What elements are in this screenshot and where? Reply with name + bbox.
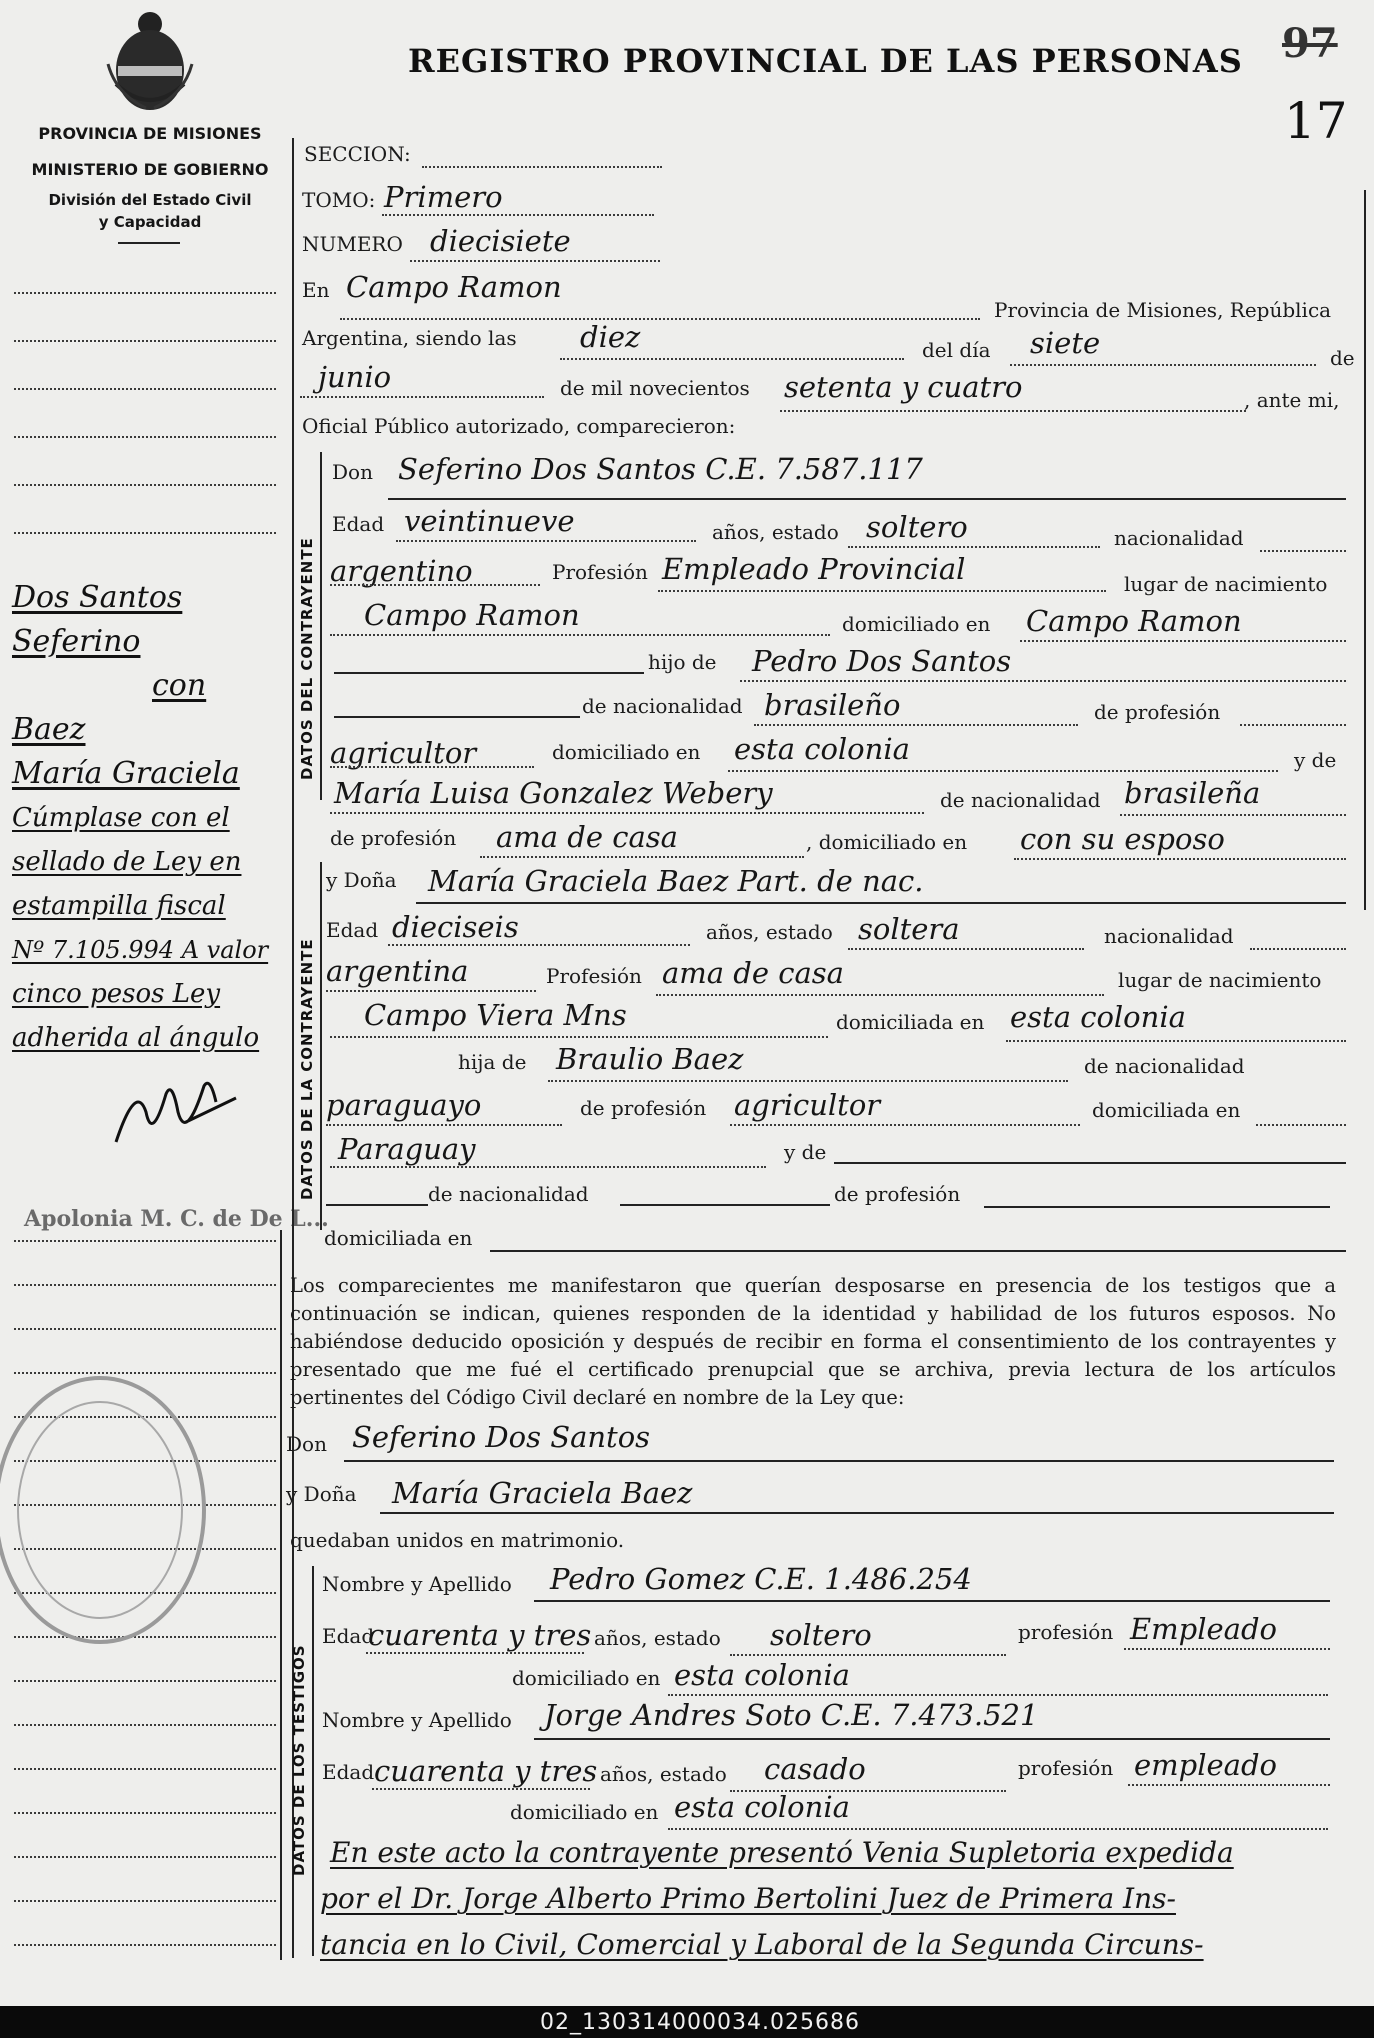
w2-name: Jorge Andres Soto C.E. 7.473.521 [544, 1698, 1039, 1732]
bride-father-dom: Paraguay [338, 1132, 476, 1166]
tomo-label: TOMO: [302, 188, 376, 212]
bride-father-prof: agricultor [734, 1088, 881, 1122]
province-label: PROVINCIA DE MISIONES [38, 124, 262, 143]
groom-profesion-label: Profesión [552, 560, 648, 584]
margin-note-line: Cúmplase con el [12, 803, 230, 833]
bride-mother-prof-label: de profesión [834, 1182, 961, 1206]
w1-dom-label: domiciliado en [512, 1666, 661, 1690]
decl-closing: quedaban unidos en matrimonio. [290, 1528, 625, 1552]
w1-dom: esta colonia [674, 1658, 850, 1692]
w2-anos-label: años, estado [600, 1762, 727, 1786]
del-dia-label: del día [922, 338, 991, 362]
margin-note-line: con [152, 668, 207, 703]
w2-dom-label: domiciliado en [510, 1800, 659, 1824]
w2-age: cuarenta y tres [374, 1754, 598, 1788]
groom-age: veintinueve [404, 504, 575, 538]
note-line-2: por el Dr. Jorge Alberto Primo Bertolini Juez de Primera Ins- [320, 1882, 1176, 1915]
bride-dona-label: y Doña [326, 868, 397, 892]
groom-anos-label: años, estado [712, 520, 839, 544]
bride-nacionalidad: argentina [326, 954, 469, 988]
en-label: En [302, 278, 330, 302]
bride-profesion: ama de casa [662, 956, 844, 990]
seccion-label: SECCION: [304, 142, 411, 166]
groom-mother-dom-label: , domiciliado en [806, 830, 968, 854]
capacidad-label: y Capacidad [98, 213, 202, 231]
bride-de-prof-label: de profesión [580, 1096, 707, 1120]
decl-bride: María Graciela Baez [392, 1476, 693, 1510]
groom-father-dom: esta colonia [734, 732, 910, 766]
groom-de-prof-label: de profesión [1094, 700, 1221, 724]
scan-id: 02_130314000034.025686 [540, 2010, 860, 2035]
signature-icon [106, 1072, 246, 1156]
witness-section-label: DATOS DE LOS TESTIGOS [290, 1644, 308, 1876]
decl-don-label: Don [286, 1432, 327, 1456]
groom-name: Seferino Dos Santos C.E. 7.587.117 [398, 452, 923, 486]
bride-mother-nac-label: de nacionalidad [428, 1182, 589, 1206]
w1-estado: soltero [770, 1618, 872, 1652]
groom-section-label: DATOS DEL CONTRAYENTE [298, 537, 316, 780]
provincia-text: Provincia de Misiones, República [994, 298, 1332, 322]
de-label: de [1330, 346, 1355, 370]
margin-note-line: María Graciela [12, 756, 240, 791]
bride-edad-label: Edad [326, 918, 379, 942]
groom-mother-nac-label: de nacionalidad [940, 788, 1101, 812]
w2-edad-label: Edad [322, 1760, 375, 1784]
groom-lugar-label: lugar de nacimiento [1124, 572, 1328, 596]
groom-profesion: Empleado Provincial [662, 552, 966, 586]
oficial-text: Oficial Público autorizado, comparecieron: [302, 414, 736, 438]
decl-groom: Seferino Dos Santos [352, 1420, 651, 1454]
groom-estado: soltero [866, 510, 968, 544]
ante-mi-label: , ante mi, [1244, 388, 1340, 412]
groom-de-nac-label: de nacionalidad [582, 694, 743, 718]
groom-lugar: Campo Ramon [364, 598, 580, 632]
margin-note-line: Baez [12, 712, 86, 747]
page-number-struck: 97 [1282, 20, 1338, 67]
bride-section-label: DATOS DE LA CONTRAYENTE [298, 938, 316, 1200]
bride-dom-label: domiciliada en [836, 1010, 985, 1034]
w1-prof-label: profesión [1018, 1620, 1114, 1644]
groom-domicilio: Campo Ramon [1026, 604, 1242, 638]
w1-edad-label: Edad [322, 1624, 375, 1648]
official-seal-icon [0, 1370, 216, 1650]
w2-dom: esta colonia [674, 1790, 850, 1824]
margin-note-line: sellado de Ley en [12, 847, 242, 877]
division-label: División del Estado Civil [48, 191, 252, 209]
groom-don-label: Don [332, 460, 373, 484]
margin-note-line: estampilla fiscal [12, 891, 226, 921]
groom-hijo-label: hijo de [648, 650, 717, 674]
groom-father-dom-label: domiciliado en [552, 740, 701, 764]
declaration-paragraph: Los comparecientes me manifestaron que querían desposarse en presencia de los testigos que a continuación se indican, quienes responden de la identidad y habilidad de los futuros esposos. No habiéndose deducido oposición y después de recibir en forma el consentimiento de los contrayentes y presentado que me fué el certificado prenupcial que se archiva, previa lectura de los artículos pertinentes del Código Civil declaré en nombre de la Ley que: [290, 1274, 1336, 1409]
w1-prof: Empleado [1130, 1612, 1277, 1646]
coat-of-arms-icon [106, 4, 194, 116]
groom-edad-label: Edad [332, 512, 385, 536]
w2-estado: casado [764, 1752, 866, 1786]
w1-nombre-label: Nombre y Apellido [322, 1572, 512, 1596]
w1-age: cuarenta y tres [368, 1618, 592, 1652]
de-mil-label: de mil novecientos [560, 376, 750, 400]
numero-value: diecisiete [430, 224, 571, 258]
bride-father-nac: paraguayo [326, 1088, 482, 1122]
decl-dona-label: y Doña [286, 1482, 357, 1506]
bride-hija-label: hija de [458, 1050, 527, 1074]
tomo-value: Primero [384, 180, 503, 214]
bride-de-nac-label: de nacionalidad [1084, 1054, 1245, 1078]
bride-profesion-label: Profesión [546, 964, 642, 988]
bride-name: María Graciela Baez Part. de nac. [428, 864, 924, 898]
groom-nac-label: nacionalidad [1114, 526, 1244, 550]
margin-note-line: Seferino [12, 624, 141, 659]
argentina-text: Argentina, siendo las [302, 326, 517, 350]
document-title: REGISTRO PROVINCIAL DE LAS PERSONAS [408, 42, 1243, 80]
groom-y-de-label: y de [1294, 748, 1337, 772]
year-value: setenta y cuatro [784, 370, 1023, 404]
groom-mother-prof: ama de casa [496, 820, 678, 854]
hour-value: diez [580, 320, 641, 354]
groom-mother-dom: con su esposo [1020, 822, 1225, 856]
page-number: 17 [1284, 92, 1348, 150]
bride-lugar-label: lugar de nacimiento [1118, 968, 1322, 992]
groom-mother: María Luisa Gonzalez Webery [334, 776, 773, 810]
place-value: Campo Ramon [346, 270, 562, 304]
bride-y-de-label: y de [784, 1140, 827, 1164]
w2-prof: empleado [1134, 1748, 1277, 1782]
groom-dom-label: domiciliado en [842, 612, 991, 636]
margin-note-line: adherida al ángulo [12, 1023, 260, 1053]
margin-note-line: cinco pesos Ley [12, 979, 221, 1009]
bride-estado: soltera [858, 912, 960, 946]
bride-nac-label: nacionalidad [1104, 924, 1234, 948]
bride-mother-dom-label: domiciliada en [324, 1226, 473, 1250]
bride-father: Braulio Baez [556, 1042, 744, 1076]
w2-nombre-label: Nombre y Apellido [322, 1708, 512, 1732]
margin-note-line: Dos Santos [12, 580, 183, 615]
bride-age: dieciseis [392, 910, 519, 944]
groom-father-nac: brasileño [764, 688, 901, 722]
numero-label: NUMERO [302, 232, 403, 256]
margin-note [12, 576, 287, 1060]
bride-domicilio: esta colonia [1010, 1000, 1186, 1034]
groom-mother-nac: brasileña [1124, 776, 1261, 810]
groom-father-prof: agricultor [330, 736, 477, 770]
bride-lugar: Campo Viera Mns [364, 998, 627, 1032]
w2-prof-label: profesión [1018, 1756, 1114, 1780]
bride-anos-label: años, estado [706, 920, 833, 944]
w1-anos-label: años, estado [594, 1626, 721, 1650]
bride-father-dom-label: domiciliada en [1092, 1098, 1241, 1122]
groom-mother-prof-label: de profesión [330, 826, 457, 850]
groom-nacionalidad: argentino [330, 554, 473, 588]
stamp-text: Apolonia M. C. de De L... [24, 1206, 329, 1232]
ministry-label: MINISTERIO DE GOBIERNO [31, 160, 269, 179]
day-value: siete [1030, 326, 1101, 360]
groom-father: Pedro Dos Santos [752, 644, 1012, 678]
margin-note-line: Nº 7.105.994 A valor [12, 936, 269, 964]
note-line-1: En este acto la contrayente presentó Venia Supletoria expedida [330, 1836, 1234, 1869]
month-value: junio [318, 360, 392, 394]
note-line-3: tancia en lo Civil, Comercial y Laboral de la Segunda Circuns- [320, 1928, 1204, 1961]
w1-name: Pedro Gomez C.E. 1.486.254 [550, 1562, 972, 1596]
